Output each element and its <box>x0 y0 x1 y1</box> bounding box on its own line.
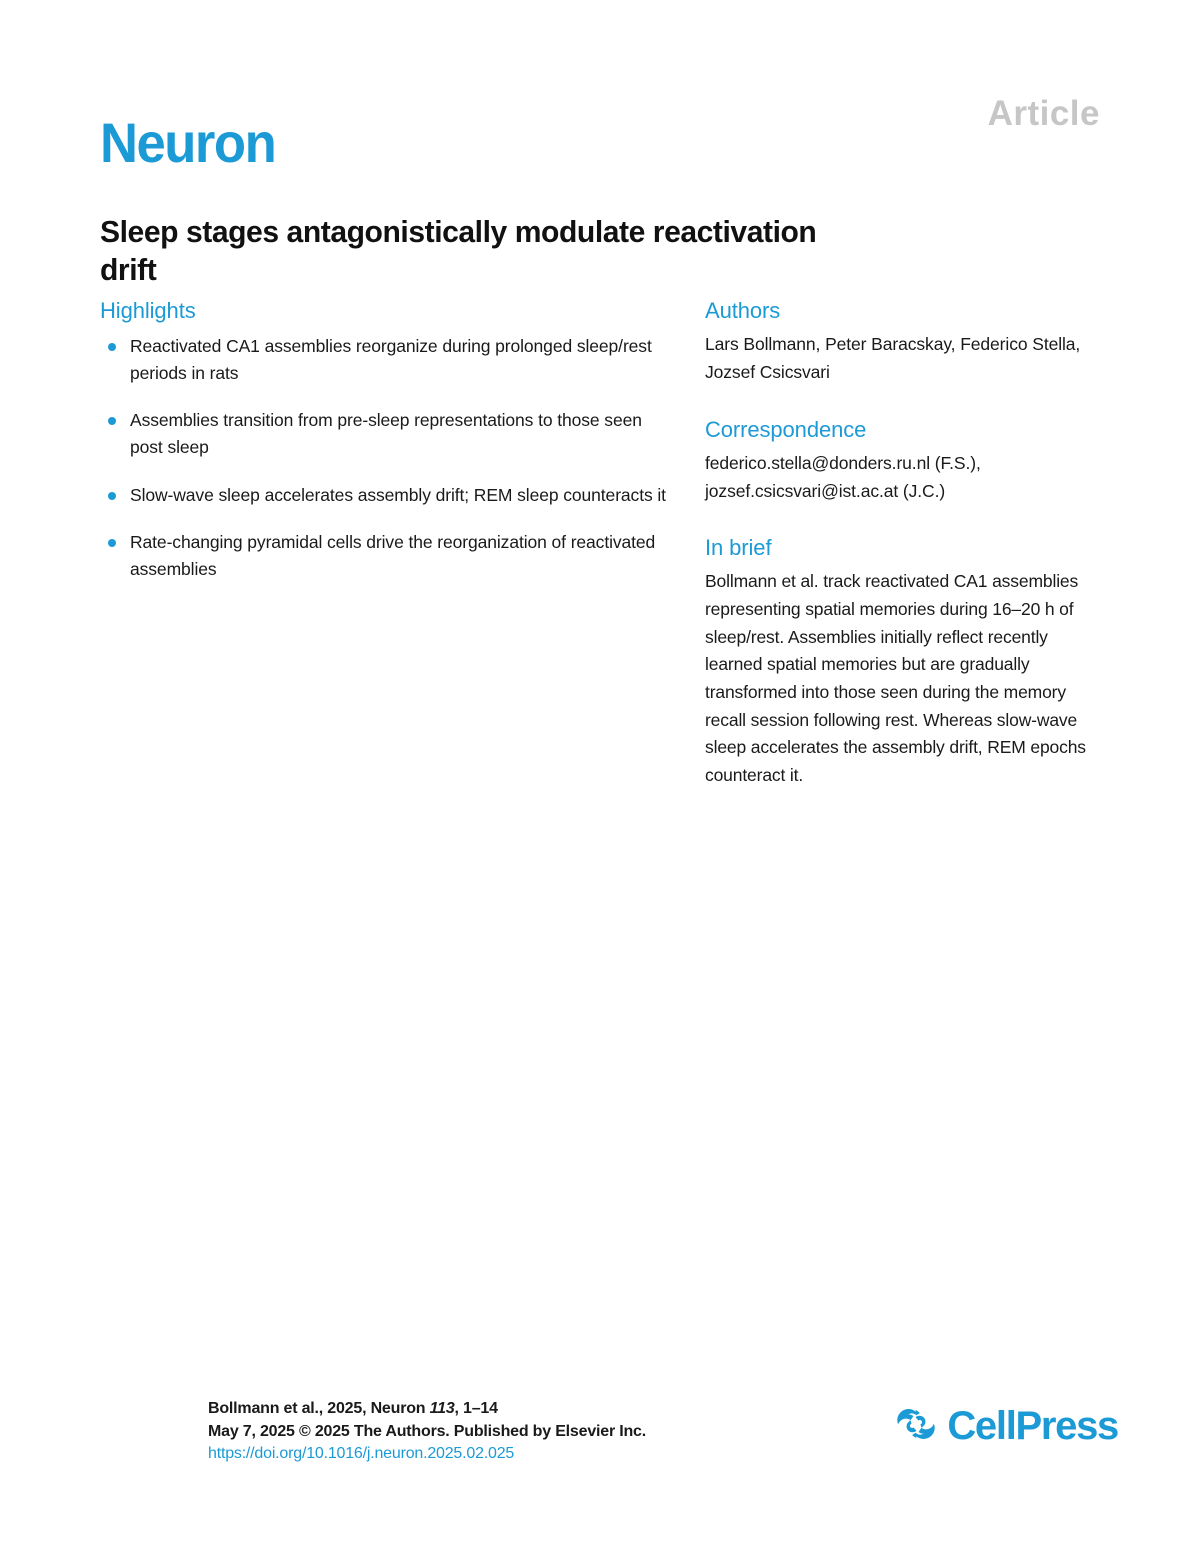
correspondence-email-2: jozsef.csicsvari@ist.ac.at (J.C.) <box>705 480 946 501</box>
highlight-text: Reactivated CA1 assemblies reorganize during prolonged sleep/rest periods in rats <box>130 336 652 383</box>
correspondence-block <box>705 450 1090 505</box>
citation-authors: Bollmann et al., 2025, Neuron <box>208 1400 430 1417</box>
journal-logo: Neuron <box>100 111 276 174</box>
citation-line-2: May 7, 2025 © 2025 The Authors. Published by Elsevier Inc. <box>208 1422 646 1440</box>
citation-volume: 113 <box>429 1400 455 1417</box>
highlights-column <box>100 298 670 603</box>
cellpress-wordmark: CellPress <box>947 1404 1118 1448</box>
authors-column <box>705 298 1090 790</box>
bullet-icon <box>108 343 116 351</box>
cellpress-mark-icon <box>895 1407 937 1446</box>
cellpress-logo <box>895 1406 1118 1446</box>
highlight-text: Rate-changing pyramidal cells drive the reorganization of reactivated assemblies <box>130 532 656 579</box>
in-brief-text: Bollmann et al. track reactivated CA1 assemblies representing spatial memories during 16–20 h of sleep/rest. Assemblies initially reflect recently learned spatial memories but are gradually transformed into those seen during the memory recall session following rest. Whereas slow-wave sleep accelerates the assembly drift, REM epochs counteract it. <box>705 571 1086 785</box>
page-header <box>100 96 1100 196</box>
authors-heading: Authors <box>705 298 781 323</box>
article-type-label: Article <box>987 94 1100 133</box>
highlight-text: Assemblies transition from pre-sleep representations to those seen post sleep <box>130 410 642 458</box>
correspondence-email-1: federico.stella@donders.ru.nl (F.S.), <box>705 452 981 473</box>
authors-list: Lars Bollmann, Peter Baracskay, Federico Stella, Jozsef Csicsvari <box>705 334 1081 382</box>
page-title: Sleep stages antagonistically modulate reactivation drift <box>100 213 817 288</box>
highlight-text: Slow-wave sleep accelerates assembly drift; REM sleep counteracts it <box>130 484 666 505</box>
highlights-heading: Highlights <box>100 298 196 323</box>
citation-line-1 <box>208 1398 646 1421</box>
correspondence-heading: Correspondence <box>705 416 867 442</box>
list-item <box>100 482 670 509</box>
page-footer <box>208 1398 1118 1478</box>
bullet-icon <box>108 417 116 425</box>
citation-pages: , 1–14 <box>454 1400 498 1417</box>
bullet-icon <box>108 492 116 500</box>
list-item <box>100 333 670 386</box>
list-item <box>100 407 670 460</box>
doi-link[interactable]: https://doi.org/10.1016/j.neuron.2025.02.025 <box>208 1445 515 1463</box>
bullet-icon <box>108 539 116 547</box>
in-brief-heading: In brief <box>705 535 772 561</box>
highlights-list <box>100 333 670 582</box>
list-item <box>100 529 670 582</box>
citation-block <box>208 1398 646 1466</box>
